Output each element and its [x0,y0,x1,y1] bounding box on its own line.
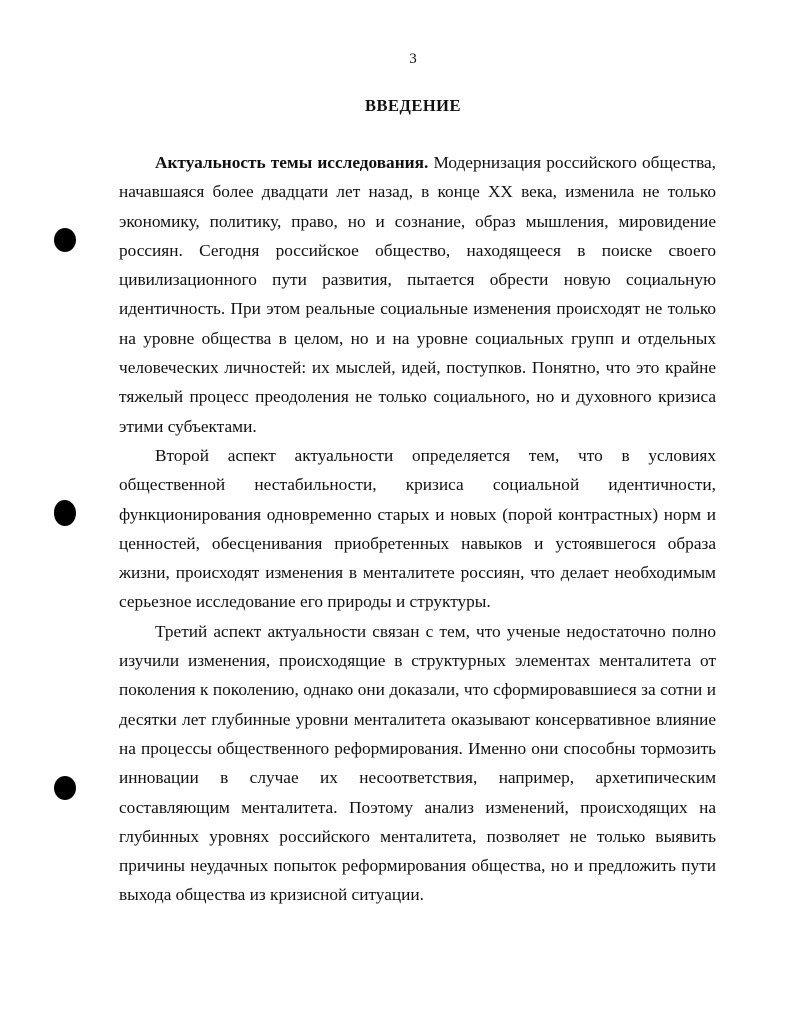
paragraph-text: Модернизация российского общества, начавшаяся более двадцати лет назад, в конце XX века, изменила не только экономику, политику, право, но и сознание, образ мышления, мировидение россиян. Сегодня российское общество, находящееся в поиске своего цивилизационного пути развития, пытается обрести новую социальную идентичность. При этом реальные социальные изменения происходят не только на уровне общества в целом, но и на уровне социальных групп и отдельных человеческих личностей: их мыслей, идей, поступков. Понятно, что это крайне тяжелый процесс преодоления не только социального, но и духовного кризиса этими субъектами. [119,153,717,436]
page-title: ВВЕДЕНИЕ [364,96,462,115]
paragraph-text: Второй аспект актуальности определяется тем, что в условиях общественной нестабильности, кризиса социальной идентичности, функционирования одновременно старых и новых (порой контрастных) норм и ценностей, обесценивания приобретенных навыков и устоявшегося образа жизни, происходят изменения в менталитете россиян, что делает необходимым серьезное исследование его природы и структуры. [119,445,716,612]
paragraph-second-aspect [119,441,716,617]
paragraph-third-aspect [119,617,716,910]
punch-hole-mark [54,776,76,800]
document-body [119,148,716,910]
punch-hole-mark [54,228,76,252]
paragraph-text: Третий аспект актуальности связан с тем, что ученые недостаточно полно изучили изменения, происходящие в структурных элементах менталитета от поколения к поколению, однако они доказали, что сформировавшиеся за сотни и десятки лет глубинные уровни менталитета оказывают консервативное влияние на процессы общественного реформирования. Именно они способны тормозить инновации в случае их несоответствия, например, архетипическим составляющим менталитета. Поэтому анализ изменений, происходящих на глубинных уровнях российского менталитета, позволяет не только выявить причины неудачных попыток реформирования общества, но и предложить пути выхода общества из кризисной ситуации. [119,621,716,905]
paragraph-relevance [119,148,716,441]
paragraph-lead-heading: Актуальность темы исследования. [155,153,429,172]
page-number: 3 [409,51,417,67]
punch-hole-mark [54,500,76,526]
